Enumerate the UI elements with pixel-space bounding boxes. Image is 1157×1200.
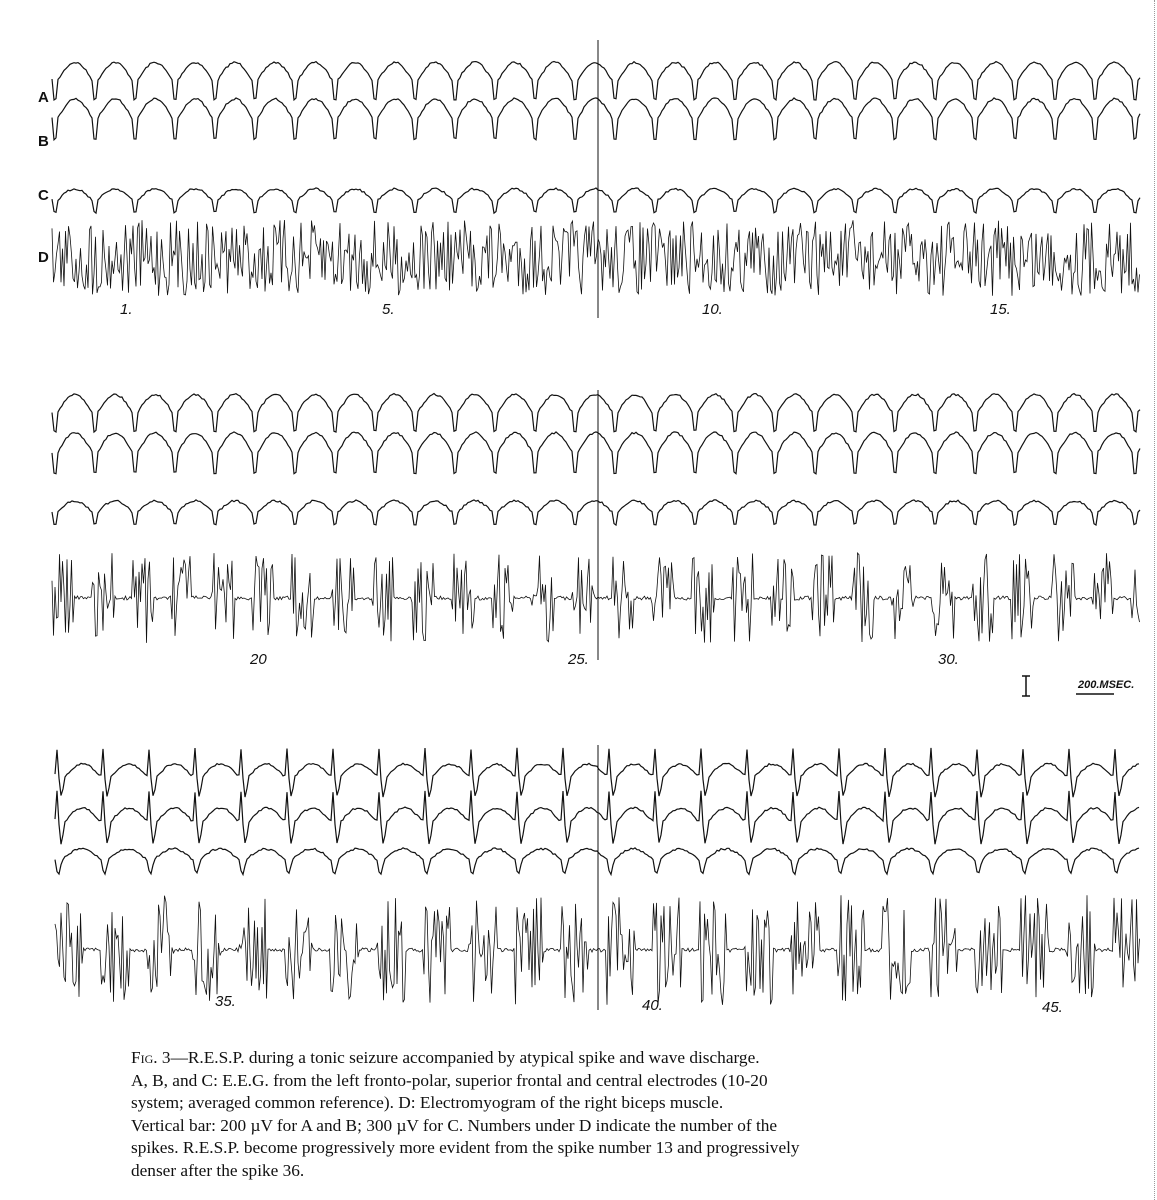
page-edge [1152, 0, 1155, 1200]
eeg-trace-b [52, 432, 1140, 474]
spike-number: 30. [938, 651, 959, 668]
trace-label-a: A [38, 89, 49, 106]
spike-number: 35. [215, 993, 236, 1010]
spike-number: 25. [568, 651, 589, 668]
eeg-trace-c [52, 500, 1140, 525]
spike-number: 20 [250, 651, 267, 668]
scale-bar [1022, 676, 1134, 696]
emg-trace-d [52, 220, 1140, 296]
figure-label: Fig. 3 [131, 1048, 171, 1067]
time-scale-label: 200.MSEC. [1078, 679, 1135, 691]
caption-line: system; averaged common reference). D: Electromyogram of the right biceps muscle. [131, 1093, 724, 1113]
spike-number: 45. [1042, 999, 1063, 1016]
spike-number: 15. [990, 301, 1011, 318]
eeg-trace-b [55, 791, 1139, 845]
caption-line: A, B, and C: E.E.G. from the left fronto-polar, superior frontal and central electrodes (10-20 [131, 1070, 768, 1090]
eeg-trace-c [55, 848, 1139, 875]
spike-number: 40. [642, 997, 663, 1014]
eeg-panel-2 [52, 390, 1140, 668]
trace-label-b: B [38, 133, 49, 150]
eeg-trace-a [55, 748, 1139, 797]
spike-number: 10. [702, 301, 723, 318]
trace-label-d: D [38, 249, 49, 266]
caption-line: spikes. R.E.S.P. become progressively more evident from the spike number 13 and progressively [131, 1138, 800, 1158]
trace-label-c: C [38, 187, 49, 204]
eeg-trace-a [52, 62, 1140, 101]
eeg-trace-b [52, 98, 1140, 140]
spike-number: 5. [382, 301, 395, 318]
caption-line: —R.E.S.P. during a tonic seizure accompanied by atypical spike and wave discharge. [170, 1048, 760, 1067]
emg-trace-d [55, 895, 1140, 1005]
caption-line: denser after the spike 36. [131, 1160, 305, 1180]
eeg-trace-a [52, 394, 1140, 433]
eeg-panel-1 [38, 40, 1140, 318]
caption-line: Vertical bar: 200 µV for A and B; 300 µV for C. Numbers under D indicate the number of the [131, 1115, 778, 1135]
emg-trace-d [52, 553, 1140, 643]
eeg-trace-c [52, 188, 1140, 213]
figure-caption [131, 1047, 1031, 1183]
voltage-bar [1022, 676, 1030, 696]
eeg-panel-3 [55, 745, 1140, 1016]
spike-number: 1. [120, 301, 133, 318]
